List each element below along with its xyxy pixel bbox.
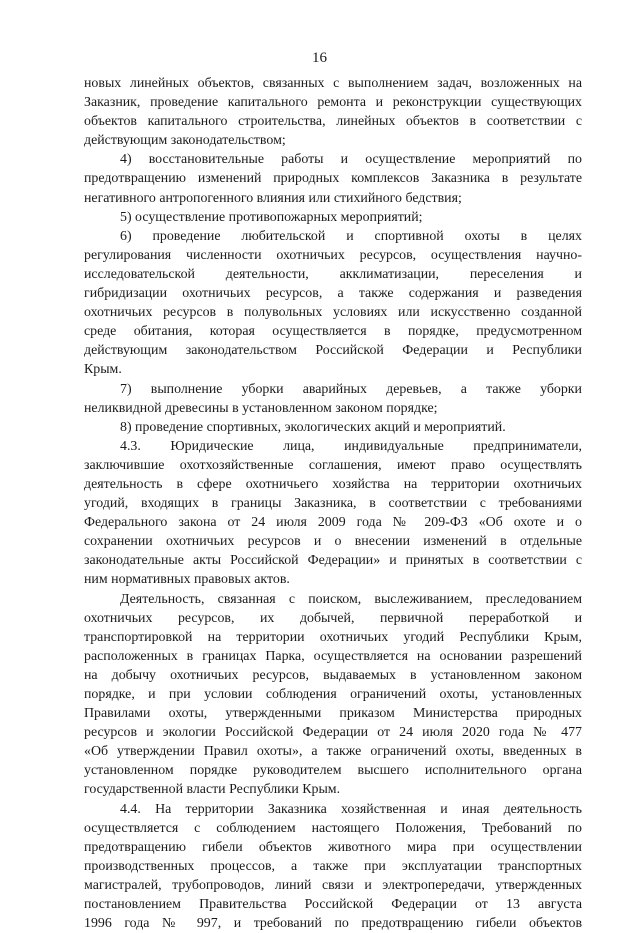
text-line: среде обитания, которая осуществляется в порядке, предусмотренном [84,324,582,340]
text-line: действующим законодательством Российской Федерации и Республики [84,343,582,359]
text-line: магистралей, трубопроводов, линий связи и электропередачи, утвержденных [84,877,582,893]
text-line: гибридизации охотничьих ресурсов, а также содержания и разведения [84,286,582,302]
text-line: установленном порядке руководителем высшего исполнительного органа [84,763,582,779]
text-line: угодий, входящих в границы Заказника, в соответствии с требованиями [84,496,582,512]
text-line: 6) проведение любительской и спортивной охоты в целях [120,228,582,244]
text-line: негативного антропогенного влияния или стихийного бедствия; [84,190,462,206]
text-line: деятельность в сфере охотничьего хозяйства на территории охотничьих [84,476,582,492]
text-line: охотничьих ресурсов, их добычей, первичной переработкой и [84,610,582,626]
text-line: государственной власти Республики Крым. [84,782,341,798]
text-line: Правилами охоты, утвержденными приказом Министерства природных [84,706,582,722]
text-line: постановлением Правительства Российской Федерации от 13 августа [84,897,582,913]
text-line: предотвращению гибели объектов животного мира при осуществлении [84,839,582,855]
text-line: 4.4. На территории Заказника хозяйственная и иная деятельность [120,801,582,817]
text-line: расположенных в границах Парка, осуществляется на основании разрешений [84,648,582,664]
text-line: неликвидной древесины в установленном законом порядке; [84,400,438,416]
text-line: порядке, и при условии соблюдения ограничений охоты, установленных [84,687,582,702]
text-line: новых линейных объектов, связанных с выполнением задач, возложенных на [84,76,582,91]
document-body [84,74,582,933]
text-line: предотвращению изменений природных комплексов Заказника в результате [84,171,582,187]
text-line: ним нормативных правовых актов. [84,572,290,588]
page-number: 16 [312,50,327,66]
text-line: 1996 года № 997, и требований по предотвращению гибели объектов [84,916,582,932]
text-line: сохранении охотничьих ресурсов и о внесении изменений в отдельные [84,534,582,550]
text-line: объектов капитального строительства, линейных объектов в соответствии с [84,114,582,130]
text-line: Деятельность, связанная с поиском, выслеживанием, преследованием [120,591,582,607]
text-line: транспортировкой на территории охотничьих угодий Республики Крым, [84,629,582,645]
text-line: 7) выполнение уборки аварийных деревьев, а также уборки [120,381,582,397]
text-line: действующим законодательством; [84,133,286,149]
text-line: регулирования численности охотничьих ресурсов, осуществления научно- [84,247,582,263]
text-line: на добычу охотничьих ресурсов, выдаваемых в установленном законом [84,667,582,683]
text-line: 4.3. Юридические лица, индивидуальные предприниматели, [120,438,582,454]
text-line: заключившие охотхозяйственные соглашения, имеют право осуществлять [84,457,582,473]
text-line: Крым. [84,362,122,378]
text-line: исследовательской деятельности, акклиматизации, переселения и [84,266,582,282]
text-line: законодательные акты Российской Федерации» и принятых в соответствии с [84,553,582,569]
text-line: осуществляется с соблюдением настоящего Положения, Требований по [84,820,582,836]
text-line: производственных процессов, а также при эксплуатации транспортных [84,858,582,874]
text-line: Заказник, проведение капитального ремонта и реконструкции существующих [84,95,582,111]
text-line: 8) проведение спортивных, экологических акций и мероприятий. [120,419,506,435]
text-line: охотничьих ресурсов в полувольных условиях или искусственно созданной [84,305,582,321]
text-line: Федерального закона от 24 июля 2009 года № 209-ФЗ «Об охоте и о [84,515,582,531]
text-line: 5) осуществление противопожарных мероприятий; [120,209,423,225]
text-line: «Об утверждении Правил охоты», а также ограничений охоты, введенных в [84,744,582,760]
text-line: 4) восстановительные работы и осуществление мероприятий по [120,152,582,168]
text-line: ресурсов и экологии Российской Федерации от 24 июля 2020 года № 477 [84,725,582,741]
